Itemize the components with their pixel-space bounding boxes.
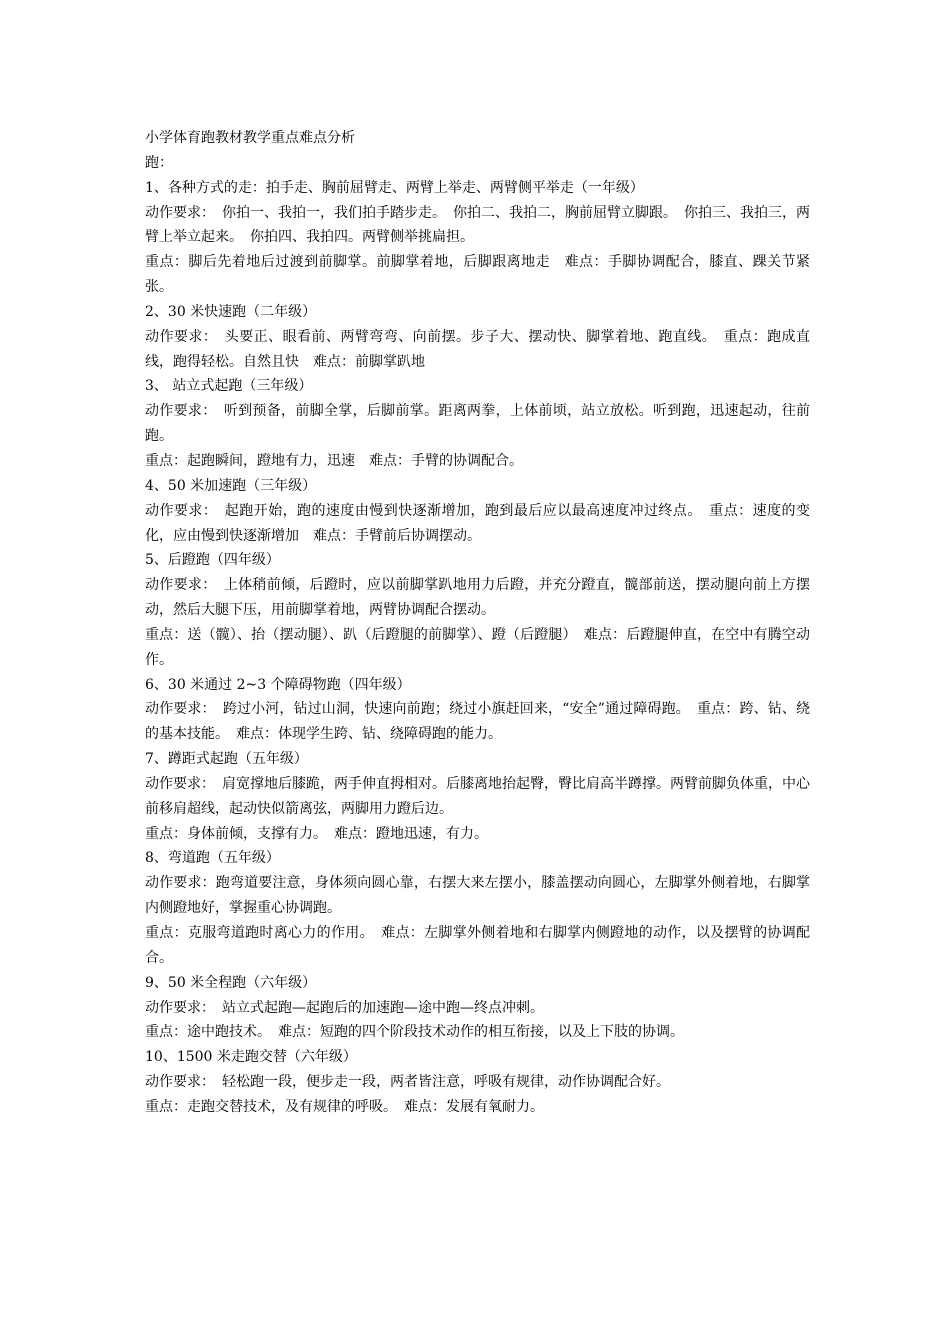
item-10-heading: 10、1500 米走跑交替（六年级） bbox=[145, 1049, 357, 1066]
item-3-heading: 3、 站立式起跑（三年级） bbox=[145, 378, 313, 395]
item-1-key-points: 重点：脚后先着地后过渡到前脚掌。前脚掌着地，后脚跟离地走 难点：手脚协调配合，膝直、踝关节紧张。 bbox=[145, 254, 810, 296]
item-8-key-points: 重点：克服弯道跑时离心力的作用。 难点：左脚掌外侧着地和右脚掌内侧蹬地的动作，以及摆臂的协调配合。 bbox=[145, 925, 810, 966]
item-1-heading: 1、各种方式的走：拍手走、胸前屈臂走、两臂上举走、两臂侧平举走（一年级） bbox=[145, 179, 644, 196]
item-2-heading: 2、30 米快速跑（二年级） bbox=[145, 303, 317, 320]
item-4-requirements: 动作要求： 起跑开始，跑的速度由慢到快逐渐增加，跑到最后应以最高速度冲过终点。 重点：速度的变化，应由慢到快逐渐增加 难点：手臂前后协调摆动。 bbox=[145, 502, 810, 544]
item-9-key-points: 重点：途中跑技术。 难点：短跑的四个阶段技术动作的相互衔接，以及上下肢的协调。 bbox=[145, 1024, 684, 1041]
item-5-heading: 5、后蹬跑（四年级） bbox=[145, 552, 280, 569]
item-4-heading: 4、50 米加速跑（三年级） bbox=[145, 477, 317, 494]
document-page bbox=[145, 126, 810, 1120]
run-heading: 跑： bbox=[145, 154, 173, 171]
item-10-requirements: 动作要求： 轻松跑一段，便步走一段，两者皆注意，呼吸有规律，动作协调配合好。 bbox=[145, 1074, 670, 1091]
item-9-heading: 9、50 米全程跑（六年级） bbox=[145, 974, 317, 991]
item-8-heading: 8、弯道跑（五年级） bbox=[145, 850, 280, 867]
item-7-requirements: 动作要求： 肩宽撑地后膝跪，两手伸直拇相对。后膝离地抬起臀，臀比肩高半蹲撑。两臂前脚负体重，中心前移肩超线，起动快似箭离弦，两脚用力蹬后边。 bbox=[145, 775, 810, 817]
item-6-requirements: 动作要求： 跨过小河，钻过山洞，快速向前跑；绕过小旗赶回来，“安全”通过障碍跑。 重点：跨、钻、绕的基本技能。 难点：体现学生跨、钻、绕障碍跑的能力。 bbox=[145, 701, 810, 743]
item-10-key-points: 重点：走跑交替技术，及有规律的呼吸。 难点：发展有氧耐力。 bbox=[145, 1098, 544, 1115]
item-6-heading: 6、30 米通过 2~3 个障碍物跑（四年级） bbox=[145, 676, 411, 693]
item-3-requirements: 动作要求： 听到预备，前脚全掌，后脚前掌。距离两拳，上体前顷，站立放松。听到跑，迅速起动，往前跑。 bbox=[145, 403, 810, 445]
item-7-heading: 7、蹲距式起跑（五年级） bbox=[145, 751, 308, 768]
item-2-requirements: 动作要求： 头要正、眼看前、两臂弯弯、向前摆。步子大、摆动快、脚掌着地、跑直线。 重点：跑成直线，跑得轻松。自然且快 难点：前脚掌趴地 bbox=[145, 328, 810, 370]
item-7-key-points: 重点：身体前倾，支撑有力。 难点：蹬地迅速，有力。 bbox=[145, 825, 488, 842]
item-5-key-points: 重点：送（髋）、抬（摆动腿）、趴（后蹬腿的前脚掌）、蹬（后蹬腿） 难点：后蹬腿伸直，在空中有腾空动作。 bbox=[145, 626, 810, 668]
item-3-key-points: 重点：起跑瞬间，蹬地有力，迅速 难点：手臂的协调配合。 bbox=[145, 452, 523, 469]
item-8-requirements: 动作要求：跑弯道要注意，身体须向圆心靠，右摆大来左摆小，膝盖摆动向圆心，左脚掌外侧着地，右脚掌内侧蹬地好，掌握重心协调跑。 bbox=[145, 875, 810, 917]
document-title: 小学体育跑教材教学重点难点分析 bbox=[145, 130, 355, 146]
item-9-requirements: 动作要求： 站立式起跑—起跑后的加速跑—途中跑—终点冲刺。 bbox=[145, 999, 544, 1016]
item-5-requirements: 动作要求： 上体稍前倾，后蹬时，应以前脚掌趴地用力后蹬，并充分蹬直，髋部前送，摆动腿向前上方摆动，然后大腿下压，用前脚掌着地，两臂协调配合摆动。 bbox=[145, 577, 810, 619]
item-1-requirements: 动作要求： 你拍一、我拍一，我们拍手踏步走。 你拍二、我拍二，胸前屈臂立脚跟。 你拍三、我拍三，两臂上举立起来。 你拍四、我拍四。两臂侧举挑扁担。 bbox=[145, 204, 810, 246]
